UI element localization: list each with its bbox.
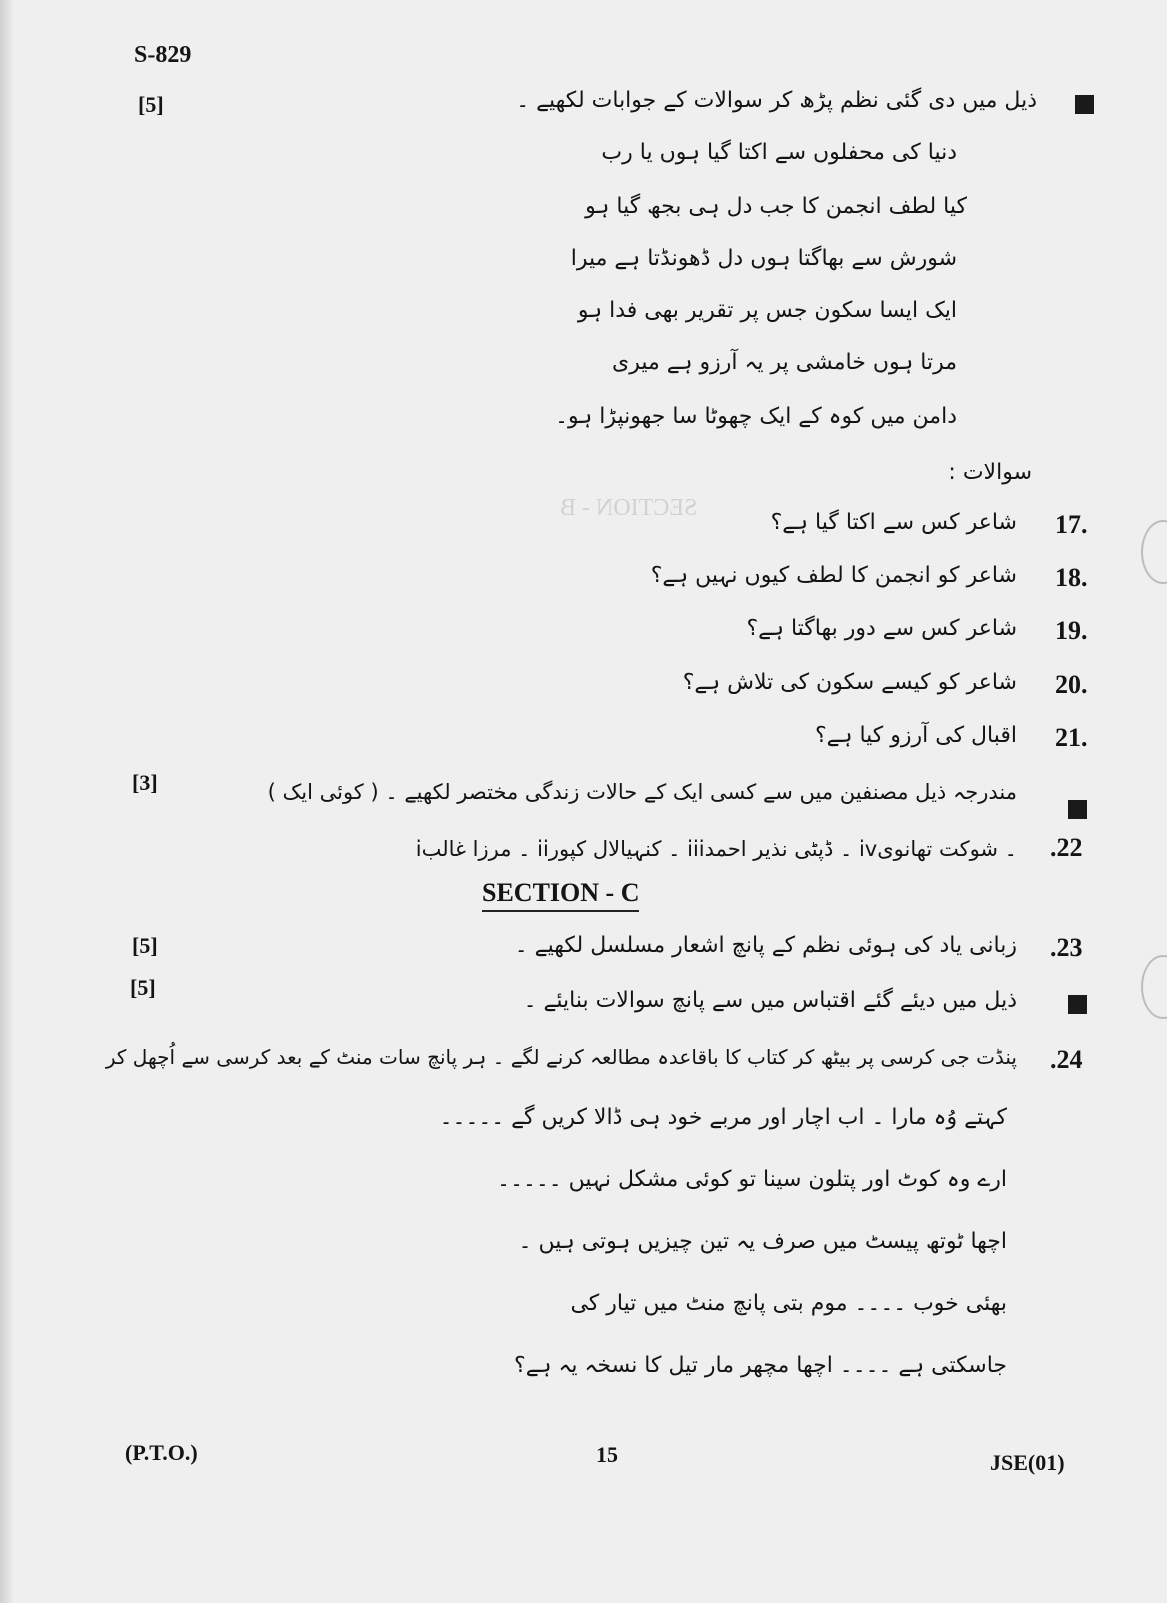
question-text: شاعر کو انجمن کا لطف کیوں نہیں ہے؟: [650, 563, 1017, 588]
paper-code: S-829: [134, 42, 192, 68]
poem-line: مرتا ہوں خامشی پر یہ آرزو ہے میری: [612, 350, 957, 375]
poem-line: دنیا کی محفلوں سے اکتا گیا ہوں یا رب: [601, 140, 957, 165]
authors-instruction: مندرجہ ذیل مصنفین میں سے کسی ایک کے حالات زندگی مختصر لکھیے ۔ ( کوئی ایک ): [267, 780, 1017, 804]
marks-authors: [3]: [132, 770, 158, 795]
passage-instruction: ذیل میں دیئے گئے اقتباس میں سے پانچ سوالات بنایئے ۔: [523, 988, 1017, 1013]
bullet-square: [1068, 995, 1087, 1014]
question-number: .22: [1050, 833, 1083, 862]
question-text: شاعر کس سے اکتا گیا ہے؟: [770, 510, 1017, 535]
question-number: 19.: [1055, 616, 1088, 645]
poem-line: ایک ایسا سکون جس پر تقریر بھی فدا ہو: [577, 298, 957, 323]
poem-line: کیا لطف انجمن کا جب دل ہی بجھ گیا ہو: [585, 194, 967, 219]
bullet-square: [1068, 800, 1087, 819]
question-text: اقبال کی آرزو کیا ہے؟: [815, 723, 1017, 748]
punch-hole-mark: [1141, 955, 1167, 1019]
passage-line: بھئی خوب ۔۔۔۔ موم بتی پانچ منٹ میں تیار کی: [570, 1291, 1007, 1316]
question-number: 21.: [1055, 723, 1088, 752]
marks-passage: [5]: [130, 975, 156, 1000]
bullet-square: [1075, 95, 1094, 114]
passage-line: پنڈت جی کرسی پر بیٹھ کر کتاب کا باقاعدہ مطالعہ کرنے لگے ۔ ہر پانچ سات منٹ کے بعد کرسی سے اُچھل کر: [105, 1045, 1017, 1069]
poem-line: شورش سے بھاگتا ہوں دل ڈھونڈتا ہے میرا: [570, 246, 957, 271]
scan-edge-shadow: [0, 0, 14, 1603]
passage-line: ارے وہ کوٹ اور پتلون سینا تو کوئی مشکل نہیں ۔۔۔۔۔: [497, 1167, 1007, 1192]
question-number: 18.: [1055, 563, 1088, 592]
poem-instruction: ذیل میں دی گئی نظم پڑھ کر سوالات کے جوابات لکھیے ۔: [516, 88, 1037, 113]
question-text: زبانی یاد کی ہوئی نظم کے پانچ اشعار مسلسل لکھیے ۔: [514, 933, 1017, 958]
page-number: 15: [596, 1442, 618, 1467]
footer-code: JSE(01): [990, 1450, 1065, 1475]
punch-hole-mark: [1141, 520, 1167, 584]
marks-poem: [5]: [138, 92, 164, 117]
question-text: شاعر کس سے دور بھاگتا ہے؟: [746, 616, 1017, 641]
question-text: شاعر کو کیسے سکون کی تلاش ہے؟: [682, 670, 1017, 695]
author-options: i۔ مرزا غالب ii۔ کنہیالال کپور iii۔ ڈپٹی نذیر احمد iv۔ شوکت تھانوی: [415, 837, 1017, 861]
show-through-text: SECTION - B: [560, 495, 698, 521]
marks-q23: [5]: [132, 933, 158, 958]
question-number: 20.: [1055, 670, 1088, 699]
passage-line: اچھا ٹوتھ پیسٹ میں صرف یہ تین چیزیں ہوتی ہیں ۔: [518, 1229, 1007, 1254]
questions-label: سوالات :: [948, 460, 1032, 485]
section-heading: SECTION - C: [482, 878, 639, 912]
poem-line: دامن میں کوہ کے ایک چھوٹا سا جھونپڑا ہو۔: [555, 404, 957, 429]
question-number: .24: [1050, 1045, 1083, 1074]
passage-line: کہتے وُہ مارا ۔ اب اچار اور مربے خود ہی ڈالا کریں گے ۔۔۔۔۔: [439, 1105, 1007, 1130]
passage-line: جاسکتی ہے ۔۔۔۔ اچھا مچھر مار تیل کا نسخہ یہ ہے؟: [514, 1353, 1007, 1378]
question-number: 17.: [1055, 510, 1088, 539]
pto-label: (P.T.O.): [125, 1440, 198, 1465]
question-number: .23: [1050, 933, 1083, 962]
